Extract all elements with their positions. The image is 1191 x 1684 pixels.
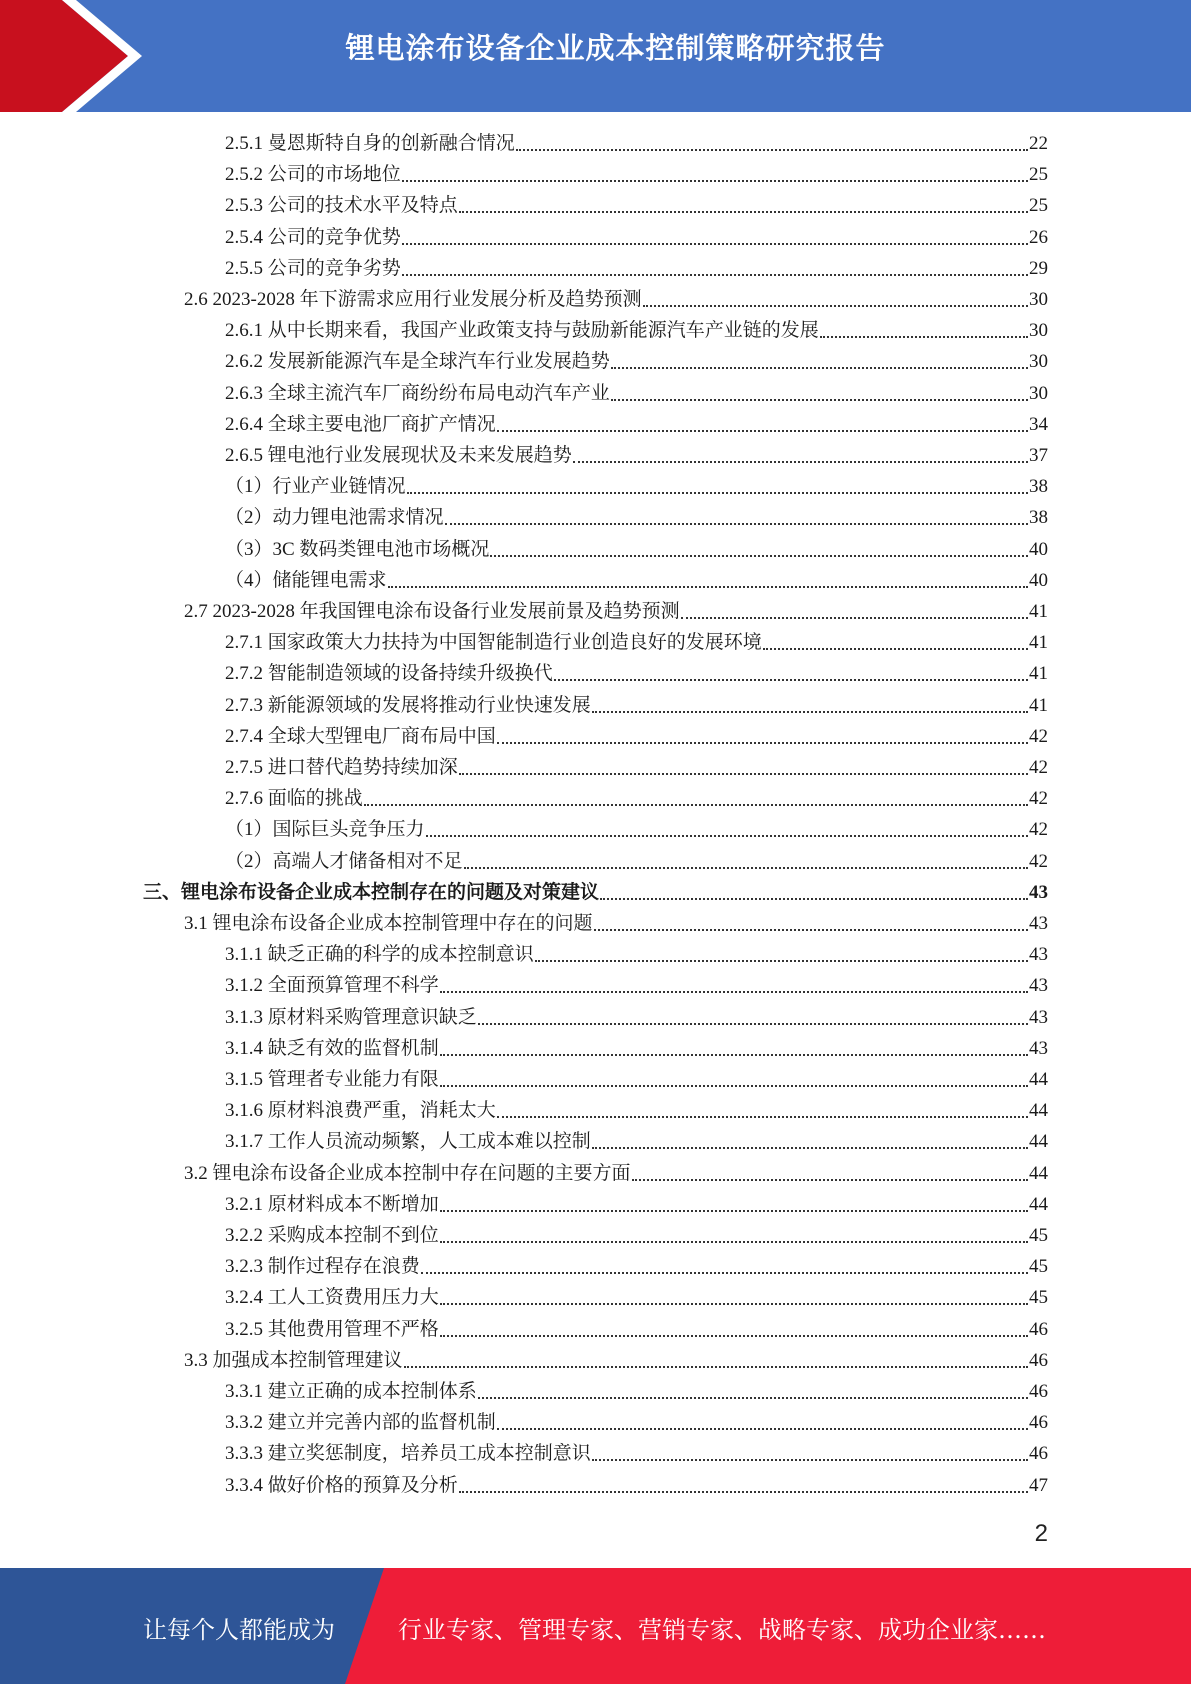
toc-leader-dots — [478, 1397, 1028, 1399]
toc-entry-title: 2.6.3 全球主流汽车厂商纷纷布局电动汽车产业 — [225, 382, 610, 404]
toc-entry[interactable] — [184, 596, 1048, 627]
toc-entry-page: 40 — [1029, 569, 1048, 591]
toc-entry[interactable] — [225, 190, 1048, 221]
toc-leader-dots — [440, 1335, 1028, 1337]
toc-entry[interactable] — [225, 440, 1048, 471]
toc-entry-title: 2.7.1 国家政策大力扶持为中国智能制造行业创造良好的发展环境 — [225, 632, 762, 654]
toc-entry[interactable] — [225, 534, 1048, 565]
toc-entry[interactable] — [225, 159, 1048, 190]
toc-entry-title: 3.2 锂电涂布设备企业成本控制中存在问题的主要方面 — [184, 1162, 631, 1184]
toc-entry[interactable] — [143, 877, 1048, 908]
toc-entry-title: 2.6 2023-2028 年下游需求应用行业发展分析及趋势预测 — [184, 289, 642, 310]
toc-entry-page: 42 — [1029, 757, 1048, 778]
toc-leader-dots — [592, 711, 1028, 713]
toc-entry-page: 30 — [1029, 351, 1048, 373]
toc-entry-page: 43 — [1029, 1006, 1048, 1028]
toc-entry-page: 41 — [1029, 663, 1048, 685]
toc-entry[interactable] — [184, 284, 1048, 315]
toc-leader-dots — [594, 929, 1028, 931]
toc-entry-title: 3.3.4 做好价格的预算及分析 — [225, 1474, 458, 1496]
toc-leader-dots — [497, 1428, 1028, 1430]
toc-entry-page: 46 — [1029, 1412, 1048, 1434]
toc-entry-page: 44 — [1029, 1193, 1048, 1215]
toc-entry[interactable] — [225, 1376, 1048, 1407]
toc-entry-page: 43 — [1029, 913, 1048, 934]
toc-entry[interactable] — [184, 1345, 1048, 1376]
toc-entry[interactable] — [225, 783, 1048, 814]
toc-entry-page: 41 — [1029, 694, 1048, 716]
toc-entry[interactable] — [225, 1470, 1048, 1501]
toc-leader-dots — [407, 492, 1028, 494]
toc-entry-page: 25 — [1029, 195, 1048, 217]
toc-entry-page: 37 — [1029, 445, 1048, 466]
toc-leader-dots — [459, 1491, 1028, 1493]
toc-entry[interactable] — [225, 1095, 1048, 1126]
toc-entry[interactable] — [184, 908, 1048, 939]
toc-leader-dots — [600, 898, 1028, 900]
toc-entry-title: 3.3.2 建立并完善内部的监督机制 — [225, 1412, 496, 1434]
toc-entry-title: 3.1.3 原材料采购管理意识缺乏 — [225, 1006, 477, 1028]
toc-entry[interactable] — [225, 471, 1048, 502]
toc-entry[interactable] — [225, 970, 1048, 1001]
toc-entry[interactable] — [225, 1251, 1048, 1282]
toc-entry-title: 3.2.4 工人工资费用压力大 — [225, 1287, 439, 1309]
toc-entry-title: 3.2.1 原材料成本不断增加 — [225, 1193, 439, 1215]
toc-leader-dots — [554, 679, 1028, 681]
toc-entry-page: 42 — [1029, 788, 1048, 810]
toc-entry-page: 44 — [1029, 1162, 1048, 1184]
toc-entry[interactable] — [225, 627, 1048, 658]
toc-entry-page: 46 — [1029, 1349, 1048, 1371]
toc-entry[interactable] — [225, 1033, 1048, 1064]
toc-entry-page: 44 — [1029, 1100, 1048, 1122]
toc-entry-page: 38 — [1029, 507, 1048, 529]
toc-entry[interactable] — [225, 253, 1048, 284]
toc-entry-page: 46 — [1029, 1443, 1048, 1465]
toc-entry-title: （4）储能锂电需求 — [225, 569, 387, 591]
toc-entry-title: 3.3 加强成本控制管理建议 — [184, 1349, 403, 1371]
toc-entry-title: 2.6.2 发展新能源汽车是全球汽车行业发展趋势 — [225, 351, 610, 373]
toc-leader-dots — [592, 1147, 1028, 1149]
toc-entry-page: 42 — [1029, 850, 1048, 872]
toc-entry-title: 2.7.3 新能源领域的发展将推动行业快速发展 — [225, 694, 591, 716]
toc-entry-title: 2.7.2 智能制造领域的设备持续升级换代 — [225, 663, 553, 685]
toc-entry[interactable] — [225, 1314, 1048, 1345]
toc-leader-dots — [573, 461, 1028, 463]
page-footer — [0, 1568, 1191, 1684]
toc-entry-page: 44 — [1029, 1131, 1048, 1153]
toc-leader-dots — [426, 835, 1028, 837]
toc-leader-dots — [681, 617, 1028, 619]
toc-entry-title: 3.1.1 缺乏正确的科学的成本控制意识 — [225, 944, 534, 966]
toc-leader-dots — [459, 773, 1028, 775]
toc-leader-dots — [478, 1023, 1028, 1025]
toc-entry-title: 2.6.1 从中长期来看，我国产业政策支持与鼓励新能源汽车产业链的发展 — [225, 320, 819, 342]
toc-leader-dots — [611, 367, 1028, 369]
toc-entry-page: 46 — [1029, 1381, 1048, 1402]
toc-entry-title: （1）国际巨头竞争压力 — [225, 819, 425, 841]
toc-entry[interactable] — [225, 939, 1048, 970]
toc-leader-dots — [820, 336, 1028, 338]
toc-entry-page: 43 — [1029, 881, 1048, 903]
toc-leader-dots — [440, 1054, 1028, 1056]
toc-leader-dots — [440, 1085, 1028, 1087]
toc-entry-page: 30 — [1029, 382, 1048, 404]
header-title: 锂电涂布设备企业成本控制策略研究报告 — [345, 31, 886, 65]
footer-slogan-left: 让每个人都能成为 — [143, 1616, 335, 1644]
toc-leader-dots — [364, 804, 1028, 806]
toc-entry-title: 2.7 2023-2028 年我国锂电涂布设备行业发展前景及趋势预测 — [184, 601, 680, 622]
toc-entry[interactable] — [225, 346, 1048, 377]
toc-entry-title: 2.6.4 全球主要电池厂商扩产情况 — [225, 413, 496, 435]
toc-entry-page: 29 — [1029, 257, 1048, 279]
toc-entry-title: （1）行业产业链情况 — [225, 476, 406, 498]
toc-leader-dots — [516, 149, 1028, 151]
toc-entry[interactable] — [184, 1158, 1048, 1189]
page-number: 2 — [1034, 1520, 1048, 1547]
toc-leader-dots — [402, 180, 1028, 182]
page-header — [0, 0, 1191, 112]
toc-entry-page: 45 — [1029, 1225, 1048, 1246]
toc-leader-dots — [497, 430, 1028, 432]
toc-entry-page: 30 — [1029, 289, 1048, 310]
toc-entry-page: 44 — [1029, 1069, 1048, 1090]
toc-entry-title: 3.1.2 全面预算管理不科学 — [225, 975, 439, 997]
toc-entry-page: 38 — [1029, 476, 1048, 498]
toc-entry[interactable] — [225, 409, 1048, 440]
toc-entry[interactable] — [225, 315, 1048, 346]
toc-leader-dots — [497, 742, 1028, 744]
toc-entry-page: 45 — [1029, 1287, 1048, 1309]
toc-entry-page: 41 — [1029, 601, 1048, 622]
toc-leader-dots — [535, 960, 1028, 962]
toc-leader-dots — [490, 555, 1028, 557]
toc-entry[interactable] — [225, 1407, 1048, 1438]
toc-leader-dots — [440, 1241, 1028, 1243]
toc-entry-title: 2.6.5 锂电池行业发展现状及未来发展趋势 — [225, 445, 572, 466]
toc-entry[interactable] — [225, 690, 1048, 721]
toc-entry-title: 2.5.3 公司的技术水平及特点 — [225, 195, 458, 217]
toc-entry-title: 3.1.7 工作人员流动频繁，人工成本难以控制 — [225, 1131, 591, 1153]
toc-entry[interactable] — [225, 222, 1048, 253]
toc-entry-page: 30 — [1029, 320, 1048, 342]
toc-leader-dots — [445, 523, 1028, 525]
toc-entry-title: （2）动力锂电池需求情况 — [225, 507, 444, 529]
toc-entry-title: （3）3C 数码类锂电池市场概况 — [225, 538, 490, 560]
toc-entry-page: 43 — [1029, 944, 1048, 966]
toc-leader-dots — [402, 274, 1028, 276]
toc-leader-dots — [440, 1210, 1028, 1212]
toc-entry-page: 34 — [1029, 413, 1048, 435]
toc-leader-dots — [497, 1116, 1028, 1118]
toc-entry-title: 3.2.2 采购成本控制不到位 — [225, 1225, 439, 1246]
toc-leader-dots — [440, 1303, 1028, 1305]
toc-entry-title: 3.1.4 缺乏有效的监督机制 — [225, 1037, 439, 1059]
toc-leader-dots — [643, 305, 1028, 307]
toc-entry-title: 2.7.4 全球大型锂电厂商布局中国 — [225, 725, 496, 747]
toc-entry-title: （2）高端人才储备相对不足 — [225, 850, 463, 872]
toc-entry-title: 3.3.3 建立奖惩制度，培养员工成本控制意识 — [225, 1443, 591, 1465]
toc-entry-title: 3.3.1 建立正确的成本控制体系 — [225, 1381, 477, 1402]
toc-entry[interactable] — [225, 814, 1048, 845]
toc-leader-dots — [632, 1179, 1028, 1181]
toc-leader-dots — [459, 211, 1028, 213]
toc-entry[interactable] — [225, 502, 1048, 533]
toc-leader-dots — [592, 1459, 1028, 1461]
toc-entry[interactable] — [225, 1282, 1048, 1313]
toc-entry[interactable] — [225, 1064, 1048, 1095]
toc-leader-dots — [464, 867, 1028, 869]
toc-entry[interactable] — [225, 721, 1048, 752]
toc-entry-page: 42 — [1029, 725, 1048, 747]
footer-slogan-right: 行业专家、管理专家、营销专家、战略专家、成功企业家…… — [398, 1616, 1046, 1644]
toc-entry-title: 2.5.5 公司的竞争劣势 — [225, 257, 401, 279]
toc-entry[interactable] — [225, 128, 1048, 159]
toc-entry[interactable] — [225, 658, 1048, 689]
toc-entry-page: 45 — [1029, 1256, 1048, 1278]
toc-entry-title: 3.1 锂电涂布设备企业成本控制管理中存在的问题 — [184, 913, 593, 934]
toc-entry-title: 三、锂电涂布设备企业成本控制存在的问题及对策建议 — [143, 881, 600, 903]
toc-entry[interactable] — [225, 378, 1048, 409]
toc-entry-page: 43 — [1029, 1037, 1048, 1059]
toc-entry-page: 25 — [1029, 164, 1048, 186]
toc-entry-title: 3.1.6 原材料浪费严重，消耗太大 — [225, 1100, 496, 1122]
toc-entry[interactable] — [225, 565, 1048, 596]
toc-entry[interactable] — [225, 1002, 1048, 1033]
toc-entry-page: 22 — [1029, 133, 1048, 154]
toc-entry-title: 2.5.4 公司的竞争优势 — [225, 226, 401, 248]
toc-leader-dots — [440, 991, 1028, 993]
toc-entry-page: 40 — [1029, 538, 1048, 560]
toc-entry-page: 47 — [1029, 1474, 1048, 1496]
toc-leader-dots — [763, 648, 1028, 650]
toc-leader-dots — [402, 243, 1028, 245]
toc-entry-page: 42 — [1029, 819, 1048, 841]
toc-entry[interactable] — [225, 1438, 1048, 1469]
toc-leader-dots — [421, 1272, 1028, 1274]
toc-entry[interactable] — [225, 752, 1048, 783]
toc-entry[interactable] — [225, 1189, 1048, 1220]
toc-entry-title: 2.5.2 公司的市场地位 — [225, 164, 401, 186]
toc-entry-title: 2.7.6 面临的挑战 — [225, 788, 363, 810]
toc-entry-title: 3.2.5 其他费用管理不严格 — [225, 1318, 439, 1340]
toc-entry-title: 2.7.5 进口替代趋势持续加深 — [225, 757, 458, 778]
toc-entry-title: 2.5.1 曼恩斯特自身的创新融合情况 — [225, 133, 515, 154]
toc-entry[interactable] — [225, 1126, 1048, 1157]
toc-entry-title: 3.2.3 制作过程存在浪费 — [225, 1256, 420, 1278]
toc-leader-dots — [404, 1366, 1028, 1368]
toc-leader-dots — [388, 586, 1028, 588]
toc-entry-page: 46 — [1029, 1318, 1048, 1340]
toc-entry-title: 3.1.5 管理者专业能力有限 — [225, 1069, 439, 1090]
toc-leader-dots — [611, 399, 1028, 401]
toc-entry[interactable] — [225, 1220, 1048, 1251]
toc-entry-page: 43 — [1029, 975, 1048, 997]
toc-entry-page: 26 — [1029, 226, 1048, 248]
toc-entry-page: 41 — [1029, 632, 1048, 654]
toc-entry[interactable] — [225, 846, 1048, 877]
